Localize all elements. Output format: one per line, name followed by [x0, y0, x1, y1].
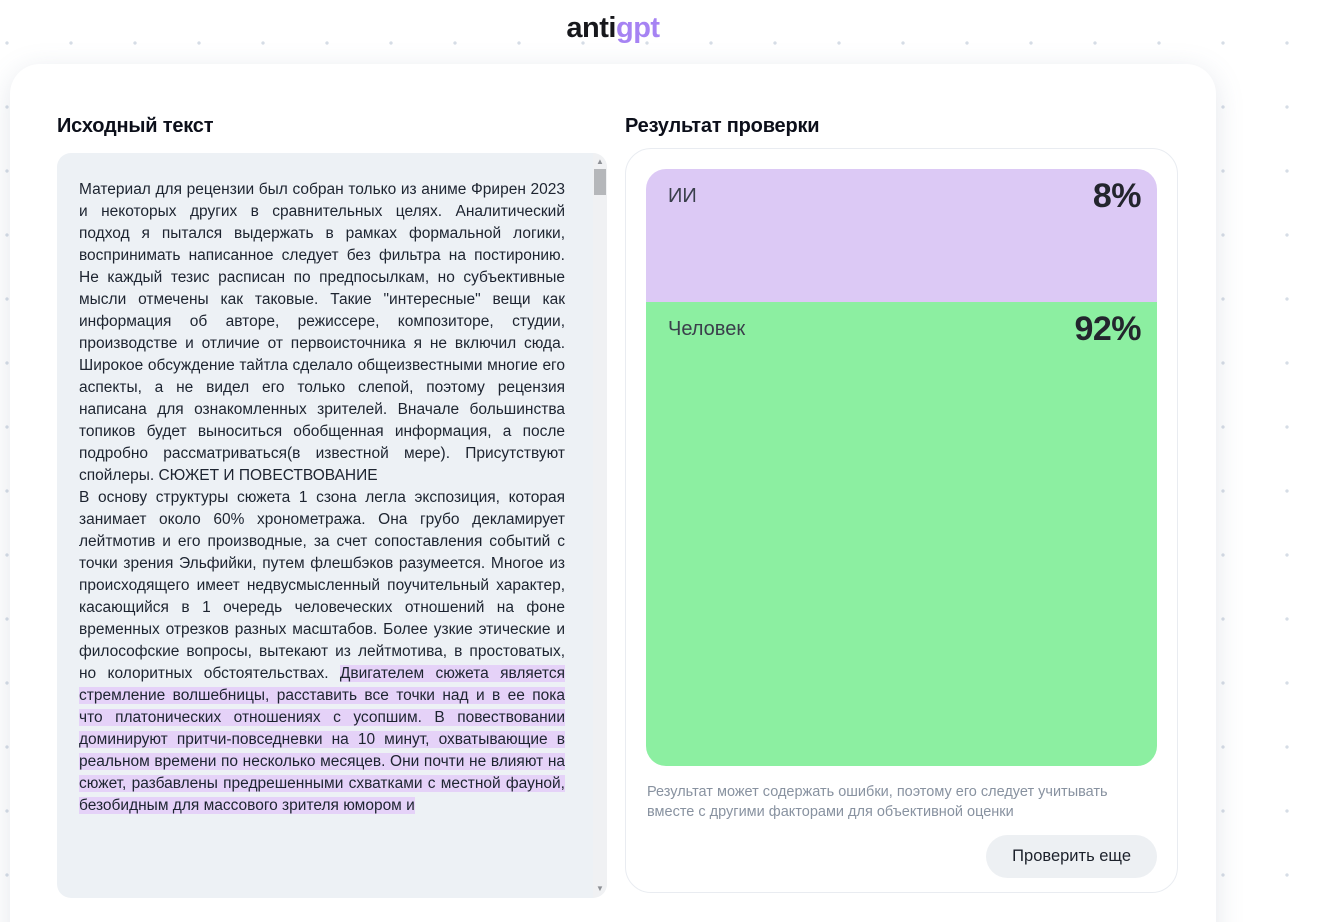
result-label-human: Человек — [668, 318, 746, 340]
text-paragraph — [79, 487, 565, 817]
app-logo — [566, 12, 659, 44]
source-text-content[interactable] — [57, 153, 607, 898]
main-card — [10, 64, 1216, 922]
text-segment: В основу структуры сюжета 1 сзона легла экспозиция, которая занимает около 60% хронометража. Она грубо декламирует лейтмотив и его производные, за счет сопоставления событий с точки зрения Эльфийки, путем флешбэков разумеется. Многое из происходящего имеет недвусмысленный поучительный характер, касающийся в 1 очередь человеческих отношений на фоне временных отрезков разных масштабов. Более узкие этические и философские вопросы, вытекают из лейтмотива, в простоватых, но колоритных обстоятельствах. — [79, 489, 565, 682]
scrollbar[interactable] — [593, 153, 607, 898]
source-text-section — [57, 114, 607, 898]
logo-suffix: gpt — [615, 12, 660, 44]
source-text-panel[interactable] — [57, 153, 607, 898]
check-again-button[interactable]: Проверить еще — [986, 835, 1157, 878]
result-value-ai: 8% — [1092, 177, 1141, 215]
button-row — [646, 835, 1157, 878]
scrollbar-thumb[interactable] — [594, 169, 606, 195]
result-title: Результат проверки — [625, 115, 820, 137]
scroll-down-icon[interactable]: ▼ — [596, 884, 604, 893]
scroll-up-icon[interactable]: ▲ — [596, 157, 604, 166]
highlighted-text-segment: Двигателем сюжета является стремление волшебницы, расставить все точки над и в ее пока что платонических отношениях с усопшим. В повествовании доминируют притчи-повседневки на 10 минут, охватывающие в реальном времени по несколько месяцев. Они почти не влияют на сюжет, разбавлены предрешенными схватками с местной фауной, безобидным для массового зрителя юмором и — [79, 665, 565, 814]
text-paragraph — [79, 179, 565, 487]
header — [10, 12, 1216, 45]
source-text-title: Исходный текст — [57, 115, 214, 137]
text-segment: Материал для рецензии был собран только из аниме Фрирен 2023 и некоторых других в сравнительных целях. Аналитический подход я пытался выдержать в рамках формальной логики, воспринимать написанное следует без фильтра на постиронию. Не каждый тезис расписан по предпосылкам, но субъективные мысли отмечены как таковые. Такие "интересные" вещи как информация об авторе, режиссере, композиторе, студии, производстве и отличие от первоисточника я не включил сюда. Широкое обсуждение тайтла сделало общеизвестными многие его аспекты, а не видел его только слепой, поэтому рецензия написана для ознакомленных зрителей. Вначале большинства топиков будет выноситься обобщенная информация, а после подробно рассматриваться(в известной мере). Присутствуют спойлеры. СЮЖЕТ И ПОВЕСТВОВАНИЕ — [79, 181, 565, 484]
result-value-human: 92% — [1074, 310, 1141, 348]
disclaimer-line: Результат может содержать ошибки, поэтому его следует учитывать — [647, 784, 1108, 800]
logo-prefix: anti — [566, 12, 616, 44]
result-label-ai: ИИ — [668, 185, 697, 207]
result-block-ai — [646, 169, 1157, 302]
result-section — [625, 114, 1178, 893]
result-card — [625, 148, 1178, 893]
disclaimer-line: вместе с другими факторами для объективной оценки — [647, 804, 1014, 820]
result-disclaimer — [646, 782, 1157, 822]
result-block-human — [646, 302, 1157, 766]
